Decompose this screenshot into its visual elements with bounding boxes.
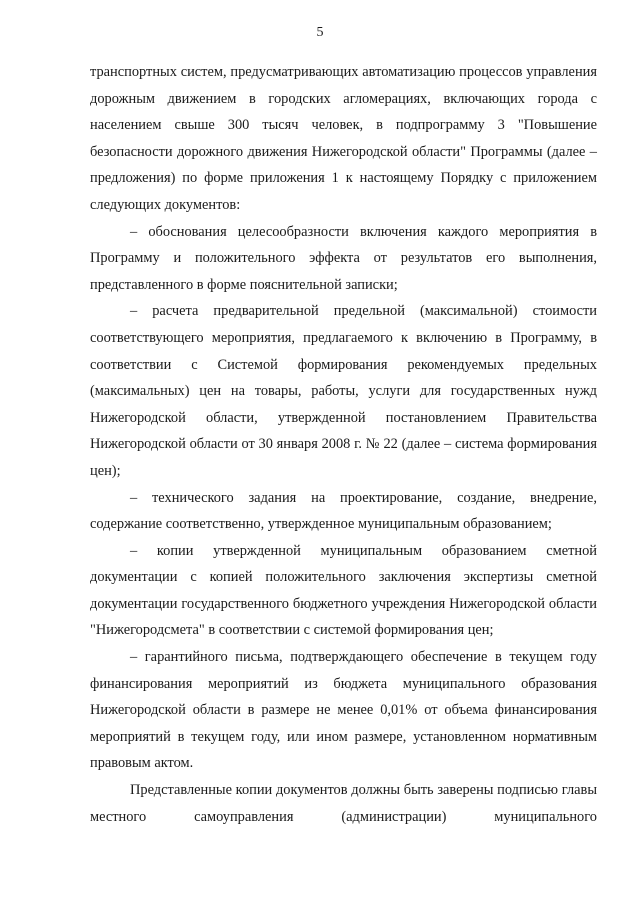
text-line: документации государственного бюджетного учреждения Нижегородской bbox=[90, 595, 545, 612]
paragraph-technical-task bbox=[90, 485, 597, 538]
text-line: Нижегородской области от 30 января 2008 г. № 22 (далее – система bbox=[90, 436, 504, 453]
text-line: содержание соответственно, утвержденное муниципальным образованием; bbox=[90, 516, 552, 533]
text-line: Представленные копии документов должны быть заверены подписью bbox=[130, 782, 559, 799]
paragraph-intro bbox=[90, 59, 597, 219]
text-line: – копии утвержденной муниципальным образованием сметной bbox=[130, 542, 597, 559]
text-line: области "Нижегородсмета" в соответствии с системой формирования цен; bbox=[90, 595, 597, 639]
text-line: – обоснования целесообразности включения каждого мероприятия в bbox=[130, 223, 597, 240]
paragraph-guarantee-letter bbox=[90, 644, 597, 777]
text-line: – гарантийного письма, подтверждающего обеспечение в текущем году bbox=[130, 649, 597, 666]
paragraph-estimate-copies bbox=[90, 538, 597, 644]
text-line: нормативным правовым актом. bbox=[90, 728, 597, 772]
text-line: Программу и положительного эффекта от результатов его выполнения, bbox=[90, 250, 597, 267]
text-line: главы местного самоуправления (администрации) муниципального bbox=[90, 782, 597, 825]
paragraph-cost-calculation bbox=[90, 298, 597, 484]
text-line: Нижегородской области, утвержденной постановлением Правительства bbox=[90, 409, 597, 426]
text-line: транспортных систем, предусматривающих автоматизацию процессов bbox=[90, 64, 523, 80]
text-line: в соответствии с Системой формирования рекомендуемых предельных bbox=[90, 329, 597, 373]
text-line: (максимальных) цен на товары, работы, услуги для государственных нужд bbox=[90, 383, 597, 400]
text-line: Нижегородской области в размере не менее 0,01% от объема финансирования bbox=[90, 702, 597, 719]
page-number: 5 bbox=[316, 25, 324, 40]
text-line: Порядку с приложением следующих документов: bbox=[90, 170, 597, 213]
text-line: мероприятий в текущем году, или ином размере, установленном bbox=[90, 728, 507, 745]
text-line: Программы (далее – предложения) по форме приложения 1 к настоящему bbox=[90, 143, 598, 187]
body-text bbox=[90, 59, 597, 830]
text-line: города с населением свыше 300 тысяч человек, в подпрограмму 3 bbox=[90, 90, 597, 134]
paragraph-justification bbox=[90, 219, 597, 299]
text-line: документации с копией положительного заключения экспертизы сметной bbox=[90, 569, 597, 586]
text-line: представленного в форме пояснительной записки; bbox=[90, 276, 398, 293]
text-line: финансирования мероприятий из бюджета муниципального образования bbox=[90, 675, 597, 692]
paragraph-certification bbox=[90, 777, 597, 830]
text-line: соответствующего мероприятия, предлагаемого к включению в Программу, bbox=[90, 329, 583, 346]
text-line: формирования цен); bbox=[90, 436, 597, 479]
text-line: "Повышение безопасности дорожного движения Нижегородской области" bbox=[90, 117, 597, 160]
text-line: – технического задания на проектирование, создание, внедрение, bbox=[130, 489, 597, 506]
text-line: управления дорожным движением в городских агломерациях, включающих bbox=[90, 64, 597, 107]
text-line: – расчета предварительной предельной (максимальной) стоимости bbox=[130, 303, 597, 320]
